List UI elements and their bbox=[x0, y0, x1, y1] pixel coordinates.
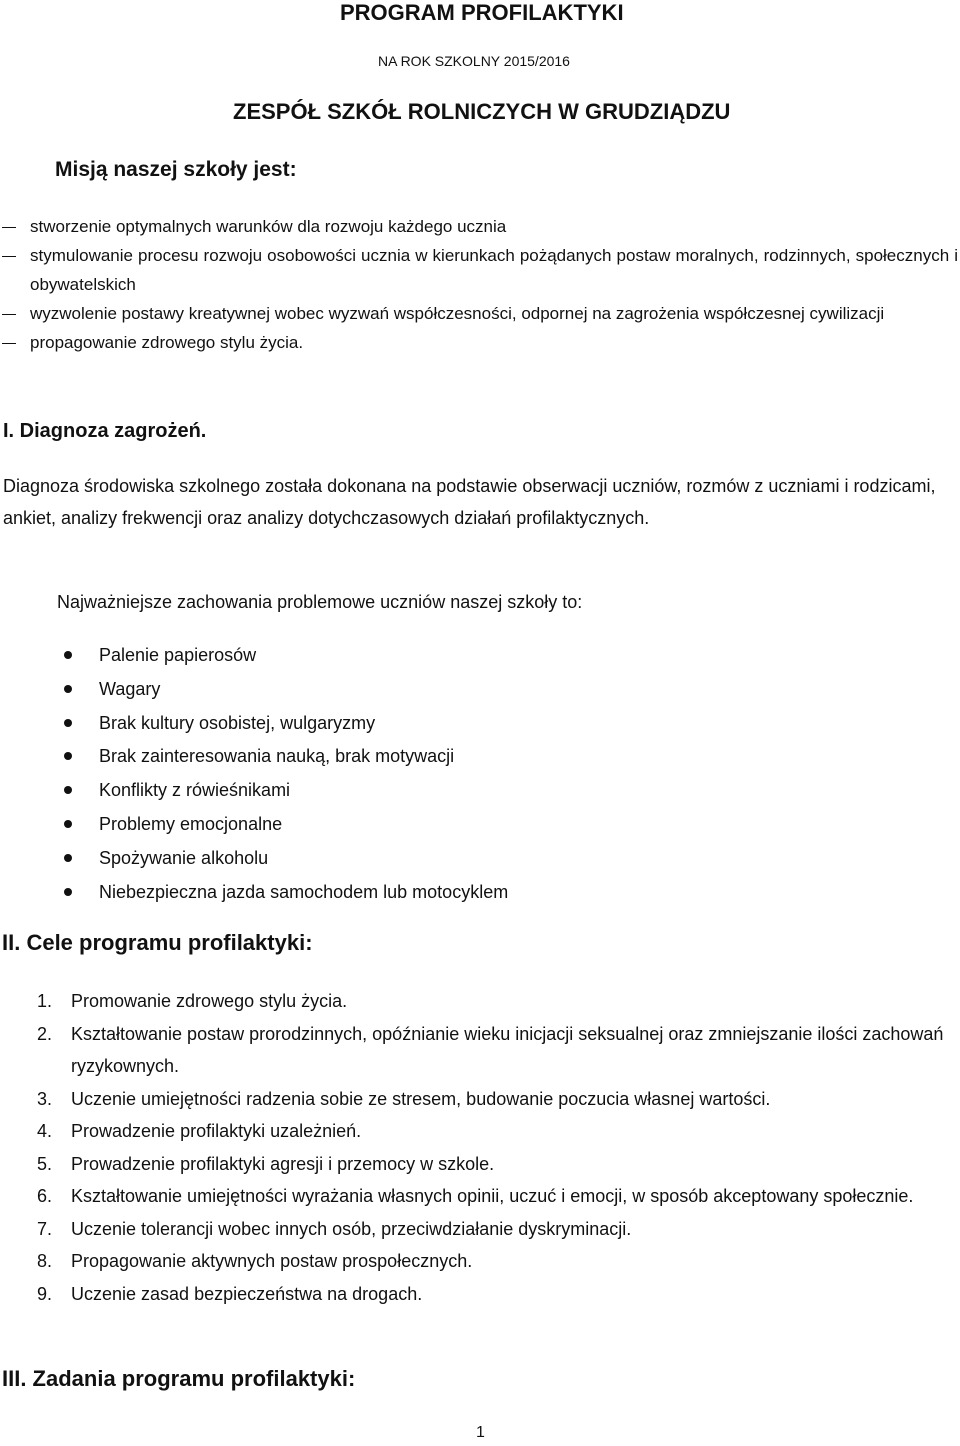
problem-item-text: Wagary bbox=[99, 678, 161, 699]
goal-text: Uczenie zasad bezpieczeństwa na drogach. bbox=[71, 1283, 423, 1304]
goal-number: 9. bbox=[37, 1283, 53, 1304]
mission-list bbox=[0, 212, 960, 357]
diagnosis-paragraph: Diagnoza środowiska szkolnego została dokonana na podstawie obserwacji uczniów, rozmów z uczniami i rodzicami, ankiet, analizy frekwencji oraz analizy dotychczasowych działań profilaktycznych. bbox=[3, 476, 936, 528]
goal-text: Uczenie tolerancji wobec innych osób, przeciwdziałanie dyskryminacji. bbox=[71, 1218, 632, 1239]
bullet-dot-icon bbox=[64, 854, 72, 862]
list-item bbox=[0, 328, 958, 357]
mission-item-text: propagowanie zdrowego stylu życia. bbox=[30, 333, 304, 352]
bullet-dot-icon bbox=[64, 820, 72, 828]
list-item bbox=[0, 1278, 956, 1311]
list-item bbox=[0, 843, 508, 877]
problem-item-text: Spożywanie alkoholu bbox=[99, 847, 269, 868]
school-name: ZESPÓŁ SZKÓŁ ROLNICZYCH W GRUDZIĄDZU bbox=[233, 99, 731, 124]
bullet-dot-icon bbox=[64, 719, 72, 727]
list-item bbox=[0, 708, 508, 742]
problem-behaviors-list bbox=[0, 640, 508, 910]
list-item bbox=[0, 1180, 956, 1213]
mission-heading: Misją naszej szkoły jest: bbox=[55, 158, 297, 181]
goal-text: Promowanie zdrowego stylu życia. bbox=[71, 991, 348, 1011]
list-item bbox=[0, 674, 508, 708]
list-item bbox=[0, 1115, 956, 1148]
goal-number: 8. bbox=[37, 1251, 53, 1271]
list-item bbox=[0, 640, 508, 674]
goal-number: 2. bbox=[37, 1023, 53, 1044]
list-item bbox=[0, 212, 958, 241]
goal-number: 5. bbox=[37, 1153, 53, 1174]
bullet-dot-icon bbox=[64, 752, 72, 760]
mission-item-text: stworzenie optymalnych warunków dla rozwoju każdego ucznia bbox=[30, 217, 507, 236]
bullet-dot-icon bbox=[64, 685, 72, 693]
goal-text: Prowadzenie profilaktyki agresji i przemocy w szkole. bbox=[71, 1153, 495, 1174]
list-item bbox=[0, 1148, 956, 1181]
goals-list bbox=[0, 985, 960, 1310]
problem-item-text: Problemy emocjonalne bbox=[99, 813, 283, 834]
list-item bbox=[0, 1245, 956, 1278]
goal-number: 6. bbox=[37, 1186, 53, 1206]
problem-item-text: Niebezpieczna jazda samochodem lub motocyklem bbox=[99, 881, 509, 902]
goal-text: Uczenie umiejętności radzenia sobie ze stresem, budowanie poczucia własnej wartości. bbox=[71, 1088, 771, 1109]
list-item bbox=[0, 1083, 956, 1116]
list-item bbox=[0, 809, 508, 843]
mission-item-text: wyzwolenie postawy kreatywnej wobec wyzwań współczesności, odpornej na zagrożenia współczesnej cywilizacji bbox=[30, 304, 885, 323]
goal-text: Kształtowanie postaw prorodzinnych, opóźnianie wieku inicjacji seksualnej oraz zmniejszanie ilości zachowań ryzykownych. bbox=[71, 1023, 944, 1076]
goal-text: Propagowanie aktywnych postaw prospołecznych. bbox=[71, 1251, 473, 1271]
problem-item-text: Brak kultury osobistej, wulgaryzmy bbox=[99, 712, 376, 733]
problem-item-text: Palenie papierosów bbox=[99, 645, 257, 665]
list-item bbox=[0, 299, 958, 328]
problem-item-text: Konflikty z rówieśnikami bbox=[99, 780, 291, 801]
goal-number: 3. bbox=[37, 1088, 53, 1109]
list-item bbox=[0, 775, 508, 809]
school-year-subtitle: NA ROK SZKOLNY 2015/2016 bbox=[378, 53, 570, 69]
page-number: 1 bbox=[476, 1424, 485, 1441]
problem-item-text: Brak zainteresowania nauką, brak motywacji bbox=[99, 746, 455, 767]
goal-text: Prowadzenie profilaktyki uzależnień. bbox=[71, 1121, 362, 1141]
bullet-dot-icon bbox=[64, 651, 72, 659]
list-item bbox=[0, 877, 508, 911]
problem-behaviors-intro: Najważniejsze zachowania problemowe uczniów naszej szkoły to: bbox=[57, 592, 583, 612]
document-title: PROGRAM PROFILAKTYKI bbox=[340, 0, 624, 25]
diagnosis-heading: I. Diagnoza zagrożeń. bbox=[3, 420, 207, 442]
bullet-dot-icon bbox=[64, 786, 72, 794]
goal-number: 7. bbox=[37, 1218, 53, 1239]
list-item bbox=[0, 1213, 956, 1246]
goal-number: 1. bbox=[37, 991, 53, 1011]
goal-number: 4. bbox=[37, 1121, 53, 1141]
list-item bbox=[0, 741, 508, 775]
mission-item-text: stymulowanie procesu rozwoju osobowości ucznia w kierunkach pożądanych postaw moralnych, rodzinnych, społecznych i obywatelskich bbox=[30, 246, 958, 294]
goals-heading: II. Cele programu profilaktyki: bbox=[2, 930, 313, 955]
list-item bbox=[0, 1018, 956, 1083]
list-item bbox=[0, 985, 956, 1018]
tasks-heading: III. Zadania programu profilaktyki: bbox=[2, 1366, 356, 1391]
bullet-dot-icon bbox=[64, 888, 72, 896]
goal-text: Kształtowanie umiejętności wyrażania własnych opinii, uczuć i emocji, w sposób akceptowany społecznie. bbox=[71, 1186, 914, 1206]
list-item bbox=[0, 241, 958, 299]
